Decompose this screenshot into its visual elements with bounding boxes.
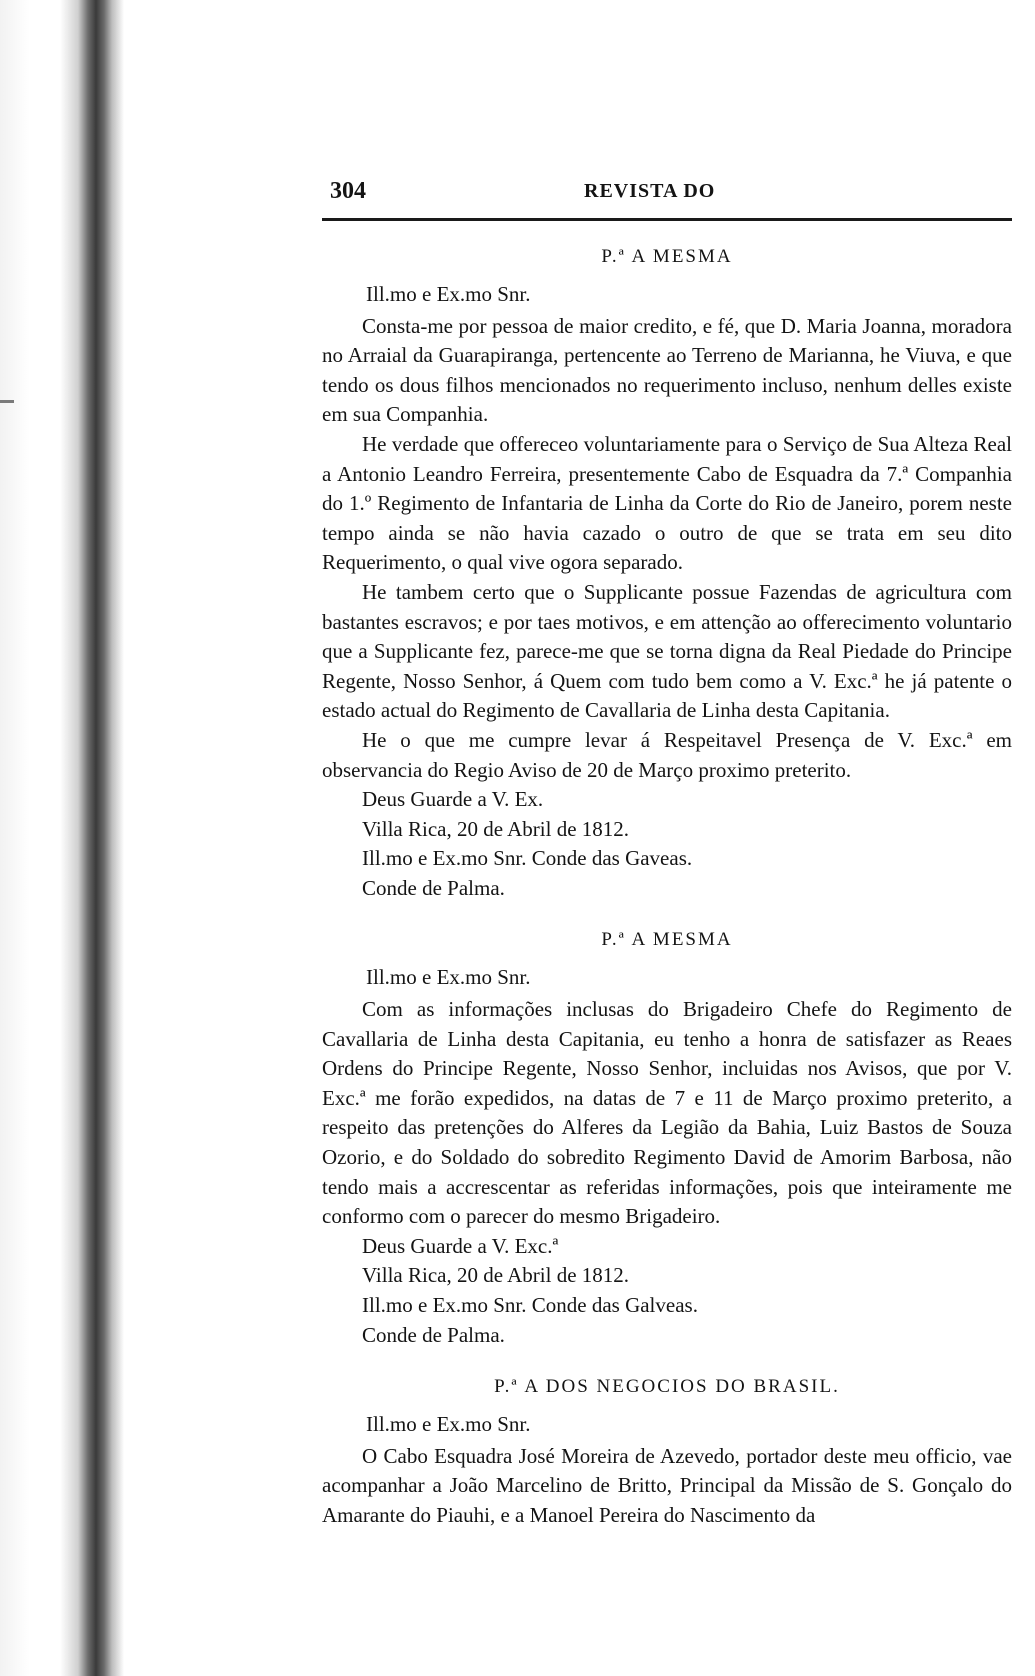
book-binding-gutter xyxy=(0,0,132,1676)
letter-signature: Conde de Palma. xyxy=(362,875,505,900)
spacer xyxy=(322,1350,1012,1364)
margin-mark xyxy=(0,400,14,403)
letter-paragraph: Consta-me por pessoa de maior credito, e fé, que D. Maria Joanna, moradora no Arraial da Guarapiranga, pertencente ao Terreno de Marianna, he Viuva, e que tendo os dous filhos mencionados no requerimento incluso, nenhum delles existe em sua Companhia. xyxy=(322,313,1012,427)
letter-salutation: Ill.mo e Ex.mo Snr. xyxy=(366,965,531,990)
letter-heading: P.ª A MESMA xyxy=(601,929,733,951)
letter xyxy=(322,925,1012,1350)
letter-signature: Conde de Palma. xyxy=(362,1322,505,1347)
letter-closing-line: Deus Guarde a V. Ex. xyxy=(362,787,544,812)
letter-heading: P.ª A DOS NEGOCIOS DO BRASIL. xyxy=(494,1376,840,1398)
letter-date-line: Villa Rica, 20 de Abril de 1812. xyxy=(362,1263,630,1288)
spacer xyxy=(322,903,1012,917)
letter xyxy=(322,1372,1012,1530)
letter-paragraph: He verdade que offereceo voluntariamente para o Serviço de Sua Alteza Real a Antonio Leandro Ferreira, presentemente Cabo de Esquadra da 7.ª Companhia do 1.º Regimento de Infantaria de Linha da Corte do Rio de Janeiro, porem neste tempo ainda se não havia cazado o outro de que se trata em seu dito Requerimento, o qual vive ogora separado. xyxy=(322,431,1012,575)
letter-salutation: Ill.mo e Ex.mo Snr. xyxy=(366,282,531,306)
letter-date-line: Villa Rica, 20 de Abril de 1812. xyxy=(362,816,630,841)
letter-paragraph: O Cabo Esquadra José Moreira de Azevedo, portador deste meu officio, vae acompanhar a João Marcelino de Britto, Principal da Missão de S. Gonçalo do Amarante do Piauhi, e a Manoel Pereira do Nascimento da xyxy=(322,1443,1012,1527)
letter-paragraph: Com as informações inclusas do Brigadeiro Chefe do Regimento de Cavallaria de Linha desta Capitania, eu tenho a honra de satisfazer as Reaes Ordens do Principe Regente, Nosso Senhor, incluidas nos Avisos, que por V. Exc.ª me forão expedidos, na datas de 7 e 11 de Março proximo preterito, a respeito das pretenções do Alferes da Legião da Bahia, Luiz Bastos de Souza Ozorio, e do Soldado do sobredito Regimento David de Amorim Barbosa, não tendo mais a accrescentar as referidas informações, pois que inteiramente me conformo com o parecer do mesmo Brigadeiro. xyxy=(322,997,1012,1229)
running-head: REVISTA DO xyxy=(584,180,716,202)
letter-addressee: Ill.mo e Ex.mo Snr. Conde das Gaveas. xyxy=(362,846,693,871)
letter-closing-line: Deus Guarde a V. Exc.ª xyxy=(362,1233,559,1258)
letter-heading: P.ª A MESMA xyxy=(601,246,733,267)
header-rule xyxy=(322,218,1012,221)
book-page xyxy=(322,0,1012,1676)
page-header xyxy=(322,178,1012,212)
letter-paragraph: He o que me cumpre levar á Respeitavel Presença de V. Exc.ª em observancia do Regio Aviso de 20 de Março proximo preterito. xyxy=(322,727,1012,782)
letter-addressee: Ill.mo e Ex.mo Snr. Conde das Galveas. xyxy=(362,1293,698,1317)
letter xyxy=(322,242,1012,903)
letter-paragraph: He tambem certo que o Supplicante possue Fazendas de agricultura com bastantes escravos; e por taes motivos, e em attenção ao offerecimento voluntario que a Supplicante fez, parece-me que se torna digna da Real Piedade do Principe Regente, Nosso Senhor, á Quem com tudo bem como a V. Exc.ª he já patente o estado actual do Regimento de Cavallaria de Linha desta Capitania. xyxy=(322,579,1012,723)
page-content xyxy=(322,234,1012,1531)
letter-salutation: Ill.mo e Ex.mo Snr. xyxy=(366,1412,531,1437)
page-number: 304 xyxy=(330,178,366,204)
